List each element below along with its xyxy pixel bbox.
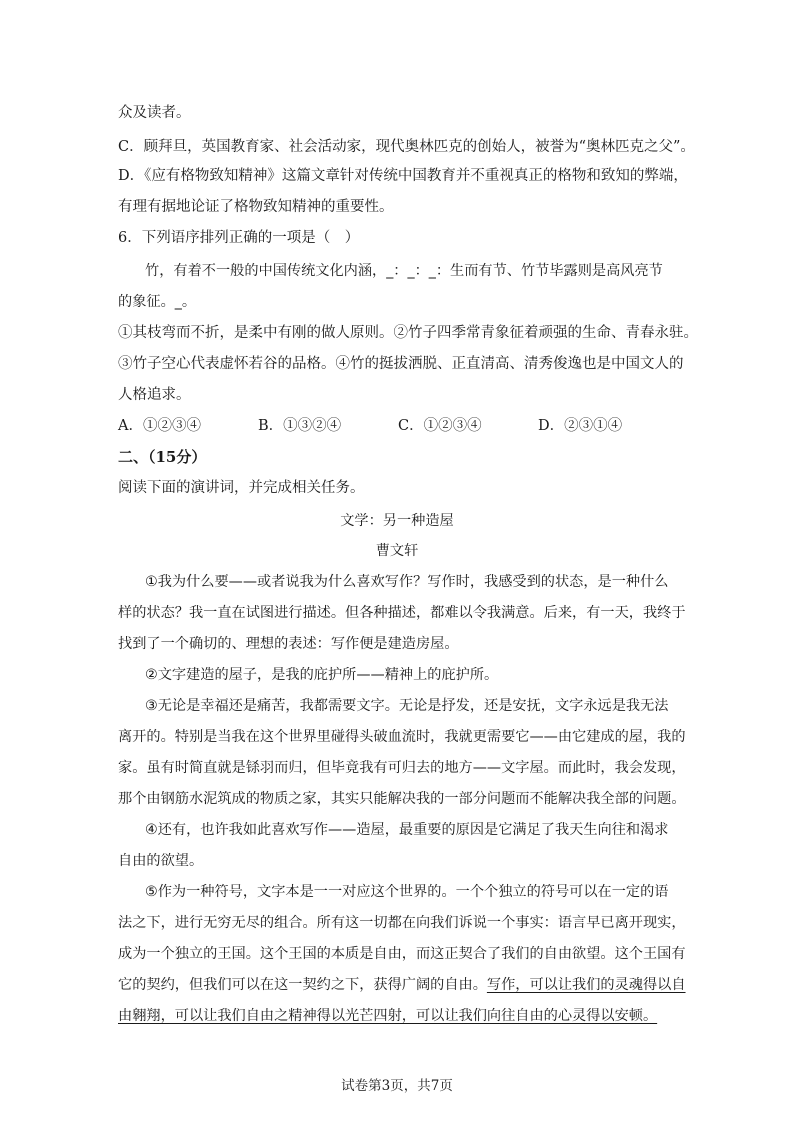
paragraph-4-line1: ④还有，也许我如此喜欢写作——造屋，最重要的原因是它满足了我天生向往和渴求 — [145, 822, 669, 838]
paragraph-3-line2: 离开的。特别是当我在这个世界里碰得头破血流时，我就更需要它——由它建成的屋，我的 — [118, 729, 686, 745]
page-footer: 试卷第3页，共7页 — [341, 1078, 453, 1094]
q5-option-c: C．顾拜旦，英国教育家、社会活动家，现代奥林匹克的创始人，被誉为“奥林匹克之父”。 — [118, 139, 695, 155]
q6-stem: 6．下列语序排列正确的一项是（ ） — [118, 230, 360, 246]
underlined-sentence-start: 写作，可以让我们的灵魂得以自 — [486, 977, 686, 993]
q6-items-line3: 人格追求。 — [118, 387, 191, 403]
paragraph-1-line2: 样的状态？我一直在试图进行描述。但各种描述，都难以令我满意。后来，有一天，我终于 — [118, 605, 686, 621]
paragraph-5-line4-text: 它的契约，但我们可以在这一契约之下，获得广阔的自由。 — [118, 977, 487, 993]
q5-option-b-continued: 众及读者。 — [118, 105, 191, 121]
paragraph-3-line1: ③无论是幸福还是痛苦，我都需要文字。无论是抒发，还是安抚，文字永远是我无法 — [145, 698, 669, 714]
q5-option-d-line1: D．《应有格物致知精神》这篇文章针对传统中国教育并不重视真正的格物和致知的弊端， — [118, 168, 688, 184]
q6-option-a: A．①②③④ — [118, 418, 201, 434]
paragraph-1-line1: ①我为什么要——或者说我为什么喜欢写作？写作时，我感受到的状态，是一种什么 — [145, 574, 669, 590]
q5-option-d-line2: 有理有据地论证了格物致知精神的重要性。 — [118, 199, 394, 215]
paragraph-5-line2: 法之下，进行无穷无尽的组合。所有这一切都在向我们诉说一个事实：语言早已离开现实， — [118, 915, 686, 931]
q6-option-b: B．①③②④ — [258, 418, 342, 434]
q6-option-d: D．②③①④ — [538, 418, 623, 434]
paragraph-5-line4 — [118, 975, 686, 995]
q6-items-line2: ③竹子空心代表虚怀若谷的品格。④竹的挺拔洒脱、正直清高、清秀俊逸也是中国文人的 — [118, 356, 684, 372]
article-author: 曹文轩 — [375, 543, 419, 559]
paragraph-2-line1: ②文字建造的屋子，是我的庇护所——精神上的庇护所。 — [145, 667, 499, 683]
paragraph-3-line4: 那个由钢筋水泥筑成的物质之家，其实只能解决我的一部分问题而不能解决我全部的问题。 — [118, 791, 686, 807]
section-heading: 二、（15分） — [118, 448, 207, 466]
article-title: 文学：另一种造屋 — [340, 513, 454, 529]
underlined-sentence-end: 由翱翔，可以让我们自由之精神得以光芒四射，可以让我们向往自由的心灵得以安顿。 — [118, 1008, 658, 1024]
paragraph-3-line3: 家。虽有时简直就是铩羽而归，但毕竟我有可归去的地方——文字屋。而此时，我会发现， — [118, 760, 686, 776]
paragraph-4-line2: 自由的欲望。 — [118, 853, 204, 869]
q6-passage-line2: 的象征。_。 — [118, 294, 197, 310]
paragraph-5-line3: 成为一个独立的王国。这个王国的本质是自由，而这正契合了我们的自由欲望。这个王国有 — [118, 946, 686, 962]
paragraph-5-line1: ⑤作为一种符号，文字本是一一对应这个世界的。一个个独立的符号可以在一定的语 — [145, 884, 669, 900]
section-instruction: 阅读下面的演讲词，并完成相关任务。 — [118, 480, 365, 496]
q6-passage-line1: 竹，有着不一般的中国传统文化内涵，_：_：_：生而有节、竹节毕露则是高风亮节 — [145, 263, 663, 279]
q6-items-line1: ①其枝弯而不折，是柔中有刚的做人原则。②竹子四季常青象征着顽强的生命、青春永驻。 — [118, 325, 698, 341]
q6-option-c: C．①②③④ — [398, 418, 482, 434]
paragraph-1-line3: 找到了一个确切的、理想的表述：写作便是建造房屋。 — [118, 636, 459, 652]
